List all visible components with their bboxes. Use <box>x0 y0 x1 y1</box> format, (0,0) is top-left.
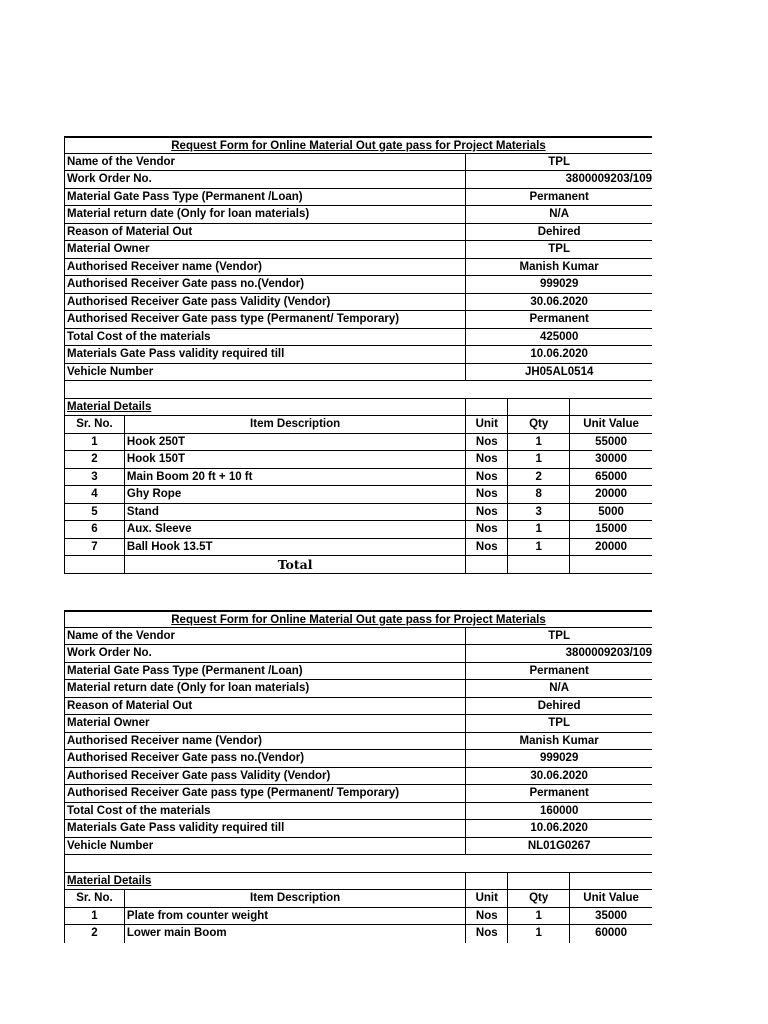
field-value: Dehired <box>466 224 652 242</box>
field-value: 999029 <box>466 750 652 768</box>
item-description: Ghy Rope <box>125 486 466 504</box>
sr-no: 1 <box>65 434 125 452</box>
item-description: Hook 150T <box>125 451 466 469</box>
gate-pass-form-1 <box>64 136 652 574</box>
sr-no: 6 <box>65 521 125 539</box>
item-description: Aux. Sleeve <box>125 521 466 539</box>
field-label: Name of the Vendor <box>65 628 466 646</box>
field-label: Material Gate Pass Type (Permanent /Loan) <box>65 663 466 681</box>
item-unit-value: 30000 <box>570 451 652 469</box>
field-label: Vehicle Number <box>65 364 466 382</box>
item-unit-value: 15000 <box>570 521 652 539</box>
field-row-validity-required <box>64 346 652 364</box>
item-unit: Nos <box>466 469 508 487</box>
field-label: Authorised Receiver Gate pass no.(Vendor) <box>65 750 466 768</box>
blank-cell <box>65 381 652 399</box>
table-row <box>64 539 652 557</box>
field-label: Work Order No. <box>65 645 466 663</box>
item-description: Stand <box>125 504 466 522</box>
field-label: Reason of Material Out <box>65 224 466 242</box>
field-row-total-cost <box>64 803 652 821</box>
table-header-row <box>64 416 652 434</box>
field-label: Work Order No. <box>65 171 466 189</box>
form-title: Request Form for Online Material Out gate pass for Project Materials <box>65 138 652 154</box>
field-value: 425000 <box>466 329 652 347</box>
item-unit-value: 5000 <box>570 504 652 522</box>
form-title: Request Form for Online Material Out gate pass for Project Materials <box>65 612 652 628</box>
field-value: NL01G0267 <box>466 838 652 856</box>
field-value: TPL <box>466 241 652 259</box>
field-value: 10.06.2020 <box>466 346 652 364</box>
field-row-vehicle <box>64 364 652 382</box>
item-qty: 1 <box>508 451 570 469</box>
field-label: Material return date (Only for loan materials) <box>65 206 466 224</box>
blank-cell <box>508 556 570 574</box>
item-unit: Nos <box>466 539 508 557</box>
column-header-unit-value: Unit Value <box>570 416 652 434</box>
field-label: Authorised Receiver Gate pass Validity (Vendor) <box>65 294 466 312</box>
field-row-validity-required <box>64 820 652 838</box>
field-row-receiver-validity <box>64 294 652 312</box>
form-title-row <box>64 136 652 154</box>
field-label: Total Cost of the materials <box>65 803 466 821</box>
field-row-return-date <box>64 680 652 698</box>
blank-cell <box>65 556 125 574</box>
field-label: Material Owner <box>65 715 466 733</box>
column-header-qty: Qty <box>508 890 570 908</box>
item-unit-value: 35000 <box>570 908 652 926</box>
field-label: Authorised Receiver name (Vendor) <box>65 733 466 751</box>
sr-no: 2 <box>65 925 125 943</box>
field-label: Authorised Receiver Gate pass type (Permanent/ Temporary) <box>65 311 466 329</box>
total-label: Total <box>125 556 466 574</box>
blank-row <box>64 855 652 873</box>
sr-no: 7 <box>65 539 125 557</box>
column-header-unit: Unit <box>466 416 508 434</box>
item-description: Lower main Boom <box>125 925 466 943</box>
field-row-receiver-pass-type <box>64 785 652 803</box>
field-row-receiver-pass-no <box>64 276 652 294</box>
field-row-receiver-name <box>64 259 652 277</box>
field-value: TPL <box>466 628 652 646</box>
field-value: Manish Kumar <box>466 259 652 277</box>
field-row-vendor <box>64 154 652 172</box>
blank-cell <box>570 399 652 417</box>
field-label: Authorised Receiver Gate pass Validity (Vendor) <box>65 768 466 786</box>
field-label: Authorised Receiver Gate pass no.(Vendor) <box>65 276 466 294</box>
field-value: 160000 <box>466 803 652 821</box>
blank-row <box>64 381 652 399</box>
field-row-total-cost <box>64 329 652 347</box>
item-unit: Nos <box>466 521 508 539</box>
field-value: Dehired <box>466 698 652 716</box>
field-value: TPL <box>466 715 652 733</box>
column-header-sr: Sr. No. <box>65 890 125 908</box>
field-row-receiver-validity <box>64 768 652 786</box>
field-row-work-order <box>64 171 652 189</box>
item-qty: 1 <box>508 925 570 943</box>
blank-cell <box>570 873 652 891</box>
field-label: Material Owner <box>65 241 466 259</box>
column-header-qty: Qty <box>508 416 570 434</box>
material-details-header-row <box>64 399 652 417</box>
item-description: Ball Hook 13.5T <box>125 539 466 557</box>
field-value: 999029 <box>466 276 652 294</box>
item-unit: Nos <box>466 434 508 452</box>
blank-cell <box>65 855 652 873</box>
item-qty: 2 <box>508 469 570 487</box>
field-label: Materials Gate Pass validity required till <box>65 346 466 364</box>
field-row-return-date <box>64 206 652 224</box>
item-unit-value: 20000 <box>570 539 652 557</box>
table-row <box>64 469 652 487</box>
field-row-pass-type <box>64 663 652 681</box>
field-value: Permanent <box>466 785 652 803</box>
item-unit: Nos <box>466 908 508 926</box>
field-row-reason <box>64 224 652 242</box>
field-value: Permanent <box>466 663 652 681</box>
gate-pass-form-2 <box>64 610 652 943</box>
item-description: Main Boom 20 ft + 10 ft <box>125 469 466 487</box>
table-row <box>64 521 652 539</box>
field-value: N/A <box>466 680 652 698</box>
material-details-title: Material Details <box>65 873 466 891</box>
item-unit-value: 60000 <box>595 927 628 939</box>
field-row-work-order <box>64 645 652 663</box>
item-qty: 8 <box>508 486 570 504</box>
field-row-receiver-pass-no <box>64 750 652 768</box>
column-header-unit-value: Unit Value <box>570 890 652 908</box>
item-unit-value: 55000 <box>570 434 652 452</box>
item-unit: Nos <box>466 925 508 943</box>
form-title-row <box>64 610 652 628</box>
field-value: Manish Kumar <box>466 733 652 751</box>
field-value: 30.06.2020 <box>466 768 652 786</box>
blank-cell <box>508 399 570 417</box>
field-row-vendor <box>64 628 652 646</box>
item-qty: 1 <box>508 908 570 926</box>
table-row <box>64 486 652 504</box>
field-value: TPL <box>466 154 652 172</box>
table-row <box>64 451 652 469</box>
field-row-pass-type <box>64 189 652 207</box>
field-row-receiver-pass-type <box>64 311 652 329</box>
field-label: Name of the Vendor <box>65 154 466 172</box>
column-header-unit: Unit <box>466 890 508 908</box>
field-row-owner <box>64 241 652 259</box>
blank-cell <box>466 556 508 574</box>
field-value: 3800009203/109 <box>466 645 652 663</box>
item-qty: 1 <box>508 521 570 539</box>
item-description: Hook 250T <box>125 434 466 452</box>
table-row <box>64 908 652 926</box>
field-label: Materials Gate Pass validity required till <box>65 820 466 838</box>
sr-no: 2 <box>65 451 125 469</box>
item-unit: Nos <box>466 451 508 469</box>
item-qty: 1 <box>508 539 570 557</box>
field-value: 30.06.2020 <box>466 294 652 312</box>
field-value: 10.06.2020 <box>466 820 652 838</box>
column-header-sr: Sr. No. <box>65 416 125 434</box>
field-row-receiver-name <box>64 733 652 751</box>
item-qty: 3 <box>508 504 570 522</box>
field-label: Material Gate Pass Type (Permanent /Loan) <box>65 189 466 207</box>
field-label: Reason of Material Out <box>65 698 466 716</box>
sr-no: 1 <box>65 908 125 926</box>
field-label: Vehicle Number <box>65 838 466 856</box>
item-qty: 1 <box>508 434 570 452</box>
field-row-vehicle <box>64 838 652 856</box>
field-value: 3800009203/109 <box>466 171 652 189</box>
table-row <box>64 925 652 943</box>
item-unit-value: 65000 <box>570 469 652 487</box>
blank-cell <box>466 873 508 891</box>
item-unit-value: 20000 <box>570 486 652 504</box>
table-header-row <box>64 890 652 908</box>
field-label: Authorised Receiver Gate pass type (Permanent/ Temporary) <box>65 785 466 803</box>
field-label: Material return date (Only for loan materials) <box>65 680 466 698</box>
sr-no: 5 <box>65 504 125 522</box>
column-header-description: Item Description <box>125 890 466 908</box>
table-row <box>64 504 652 522</box>
total-row <box>64 556 652 574</box>
field-value: N/A <box>466 206 652 224</box>
field-label: Total Cost of the materials <box>65 329 466 347</box>
field-row-reason <box>64 698 652 716</box>
material-details-header-row <box>64 873 652 891</box>
item-unit: Nos <box>466 504 508 522</box>
blank-cell <box>508 873 570 891</box>
field-label: Authorised Receiver name (Vendor) <box>65 259 466 277</box>
field-value: Permanent <box>466 189 652 207</box>
field-row-owner <box>64 715 652 733</box>
item-description: Plate from counter weight <box>125 908 466 926</box>
item-unit: Nos <box>466 486 508 504</box>
column-header-description: Item Description <box>125 416 466 434</box>
table-row <box>64 434 652 452</box>
material-details-title: Material Details <box>65 399 466 417</box>
sr-no: 3 <box>65 469 125 487</box>
sr-no: 4 <box>65 486 125 504</box>
blank-cell <box>466 399 508 417</box>
total-value <box>570 556 652 574</box>
field-value: Permanent <box>466 311 652 329</box>
field-value: JH05AL0514 <box>466 364 652 382</box>
